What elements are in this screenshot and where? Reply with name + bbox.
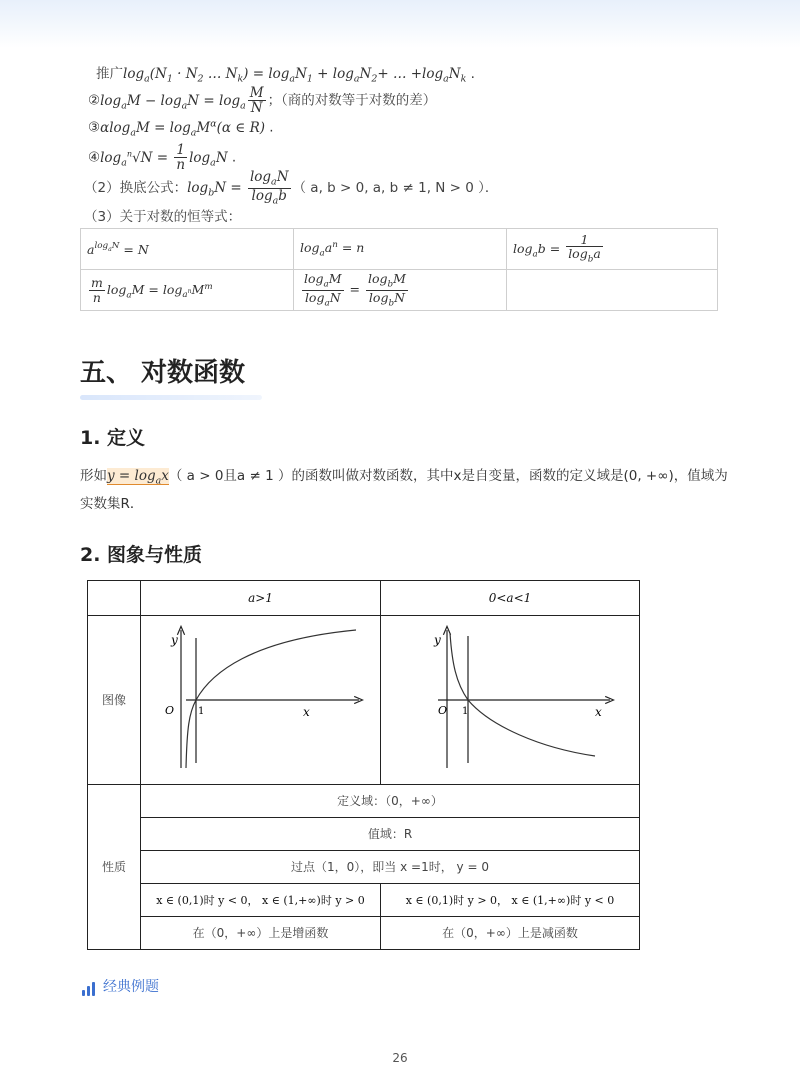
graph-increasing-cell [141, 616, 381, 784]
one-label: 1 [197, 706, 204, 718]
subsection-graph-properties: 2. 图象与性质 [80, 544, 203, 566]
header-a-gt-1: a>1 [141, 581, 381, 616]
formula-quotient: $②\log_aM - \log_aN = \log_a$ $\frac{M}{N}$ ；（商的对数等于对数的差） [88, 85, 437, 117]
one-label: 1 [462, 706, 469, 718]
identity-cell: $\log_aa^n = n$ [294, 229, 507, 270]
circle-2: ② [88, 92, 101, 109]
page-number: 26 [392, 1051, 408, 1065]
identity-cell: $\log_ab$ = $\frac{1}{\log_ba}$ [507, 229, 718, 270]
subsection-definition: 1. 定义 [80, 427, 146, 449]
function-var: x [161, 468, 169, 484]
fraction-1-n: $\frac{1}{n}$ [176, 142, 186, 174]
property-fixed-point: 过点（1，0），即当 x =1时， y = 0 [141, 850, 640, 883]
formula-power: ③αlog$_a$M = $\log_aM^\alpha(\alpha$ ∈ R) . [88, 118, 274, 139]
property-monotonic-decreasing: 在（0，+∞）上是减函数 [381, 916, 640, 949]
section-underline [80, 395, 262, 400]
change-of-base: （2）换底公式：$\log_bN$ = $\frac{\log_aN}{\log_ab}$ （ a, b > 0, a, b ≠ 1, N > 0 ）． [84, 169, 499, 207]
header-band [0, 0, 800, 48]
identity-table [80, 228, 718, 311]
origin-label: O [164, 704, 174, 718]
circle-3: ③ [88, 119, 101, 136]
identity-cell: $a^{log_aN} = N$ [81, 229, 294, 270]
identity-cell: $\frac{m}{n}$ $\log_aM = \log_{a^n}M^m$ [81, 270, 294, 311]
classic-examples-label: 经典例题 [103, 979, 159, 995]
bar-chart-icon [82, 982, 95, 996]
log-curve-decreasing [450, 633, 595, 756]
y-label: y [434, 633, 441, 648]
property-sign-decreasing: x ∈ (0,1)时 y > 0， x ∈ (1,+∞)时 y < 0 [381, 883, 640, 916]
header-a-lt-1: 0<a<1 [381, 581, 640, 616]
formula-root: $④\log_a^n√N$ = $\frac{1}{n}$ $\log_aN$ . [88, 142, 237, 174]
origin-label: O [438, 704, 448, 718]
function-lhs: y = log [107, 468, 156, 484]
y-label: y [170, 633, 178, 648]
highlighted-function: $y = \log_ax$ [107, 468, 169, 487]
change-of-base-label: （2）换底公式： [84, 180, 188, 197]
row-label-properties: 性质 [88, 784, 141, 949]
identity-label: （3）关于对数的恒等式： [84, 209, 242, 225]
graph-decreasing-cell [381, 616, 640, 784]
classic-examples-link[interactable] [82, 976, 159, 996]
identity-cell: $\frac{\log_aM}{\log_aN}$ = $\frac{\log_bM}{\log_bN}$ [294, 270, 507, 311]
fraction-change-base: $\frac{\log_aN}{\log_ab}$ [249, 169, 289, 207]
circle-4: ④ [88, 149, 101, 166]
log-curve-increasing [186, 630, 356, 768]
definition-prefix: 形如 [80, 468, 107, 484]
quotient-note: ；（商的对数等于对数的差） [267, 92, 437, 109]
graph-decreasing [390, 618, 630, 778]
fraction-m-n: $\frac{M}{N}$ [249, 85, 264, 117]
section-title: 五、 对数函数 [80, 358, 246, 388]
definition-line-1 [80, 464, 728, 487]
property-monotonic-increasing: 在（0，+∞）上是增函数 [141, 916, 381, 949]
formula-prefix: 推广 [96, 66, 123, 82]
x-label: x [595, 705, 602, 720]
property-range: 值域：R [141, 817, 640, 850]
definition-line-2: 实数集R． [80, 496, 144, 512]
graph-property-table [87, 580, 640, 950]
definition-text: （ a > 0且a ≠ 1 ）的函数叫做对数函数，其中x是自变量，函数的定义域是(0, +∞)，值域为 [168, 468, 728, 484]
graph-increasing [151, 618, 371, 778]
header-empty-cell [88, 581, 141, 616]
formula-generalization: 推广$\log_a(N_1 \cdot N_2$ … $N_k) = \log_aN_1 + \log_aN_2+$ … $+\log_aN_k$ . [96, 66, 475, 85]
x-label: x [302, 705, 310, 720]
identity-cell [507, 270, 718, 311]
row-label-image: 图像 [88, 616, 141, 784]
property-sign-increasing: x ∈ (0,1)时 y < 0， x ∈ (1,+∞)时 y > 0 [141, 883, 381, 916]
identity-heading [84, 205, 241, 225]
change-of-base-condition: （ a, b > 0, a, b ≠ 1, N > 0 ）． [292, 180, 499, 197]
property-domain: 定义域：（0，+∞） [141, 784, 640, 817]
